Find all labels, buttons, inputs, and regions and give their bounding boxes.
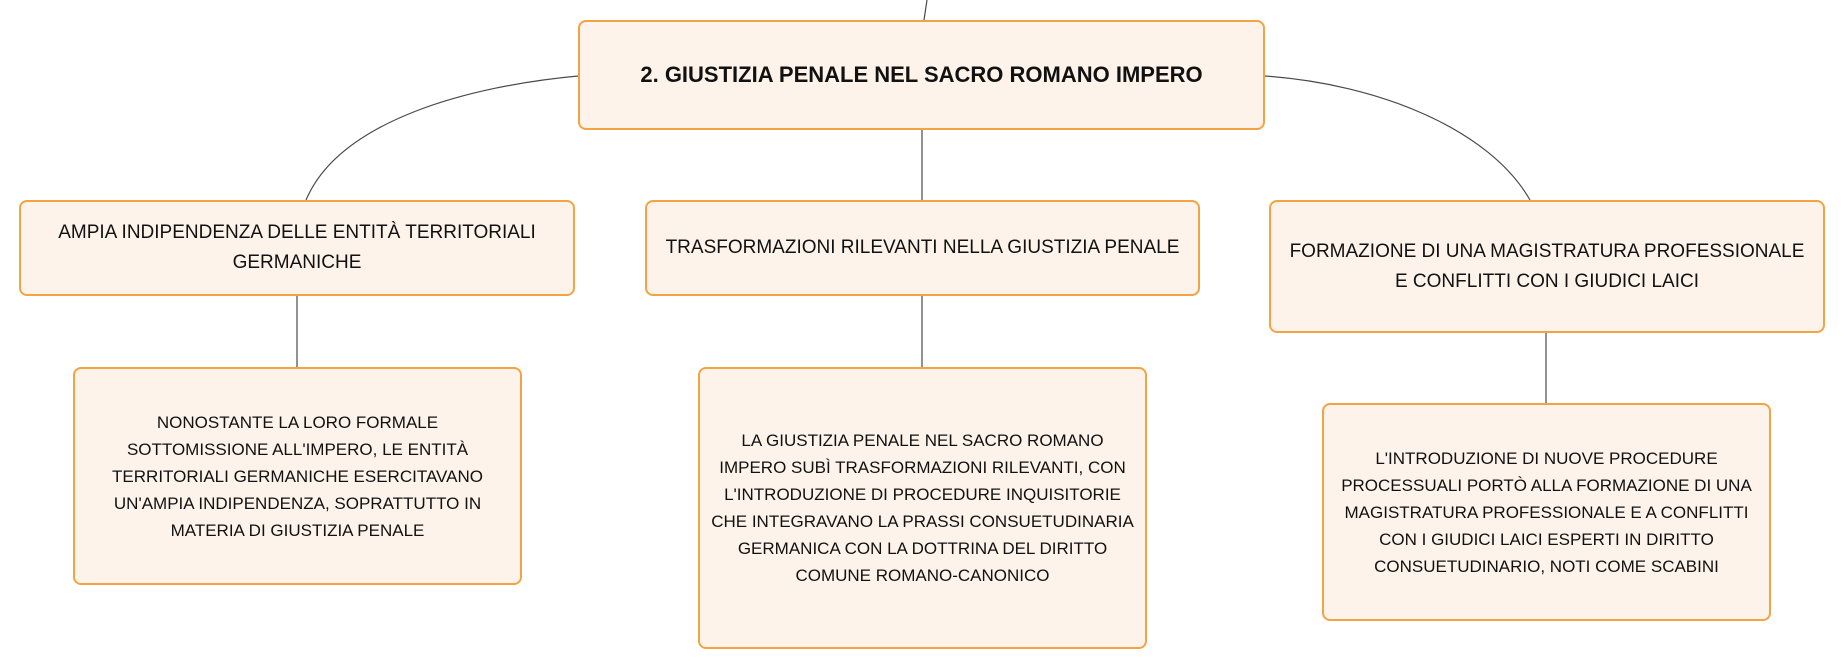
branch-title: FORMAZIONE DI UNA MAGISTRATURA PROFESSIONALE E CONFLITTI CON I GIUDICI LAICI bbox=[1289, 240, 1805, 292]
detail-text: LA GIUSTIZIA PENALE NEL SACRO ROMANO IMPERO SUBÌ TRASFORMAZIONI RILEVANTI, CON L'INTRODUZIONE DI PROCEDURE INQUISITORIE CHE INTEGRAVANO LA PRASSI CONSUETUDINARIA GERMANICA CON LA DOTTRINA DEL DIRITTO COMUNE ROMANO-CANONICO bbox=[711, 431, 1134, 585]
branch-node-magistracy[interactable] bbox=[1269, 200, 1825, 333]
branch-node-independence[interactable] bbox=[19, 200, 575, 296]
connector-root-to-branch-1 bbox=[306, 76, 578, 200]
connector-root-to-branch-3 bbox=[1265, 76, 1530, 200]
detail-node-independence[interactable] bbox=[73, 367, 522, 585]
detail-text: NONOSTANTE LA LORO FORMALE SOTTOMISSIONE ALL'IMPERO, LE ENTITÀ TERRITORIALI GERMANICHE ESERCITAVANO UN'AMPIA INDIPENDENZA, SOPRATTUTTO IN MATERIA DI GIUSTIZIA PENALE bbox=[112, 412, 483, 540]
branch-node-transformations[interactable] bbox=[645, 200, 1200, 296]
root-topic-node[interactable] bbox=[578, 20, 1265, 130]
detail-node-magistracy[interactable] bbox=[1322, 403, 1771, 621]
root-topic-title: 2. GIUSTIZIA PENALE NEL SACRO ROMANO IMPERO bbox=[640, 62, 1203, 87]
connector-parent-to-root bbox=[924, 0, 927, 20]
branch-title: AMPIA INDIPENDENZA DELLE ENTITÀ TERRITORIALI GERMANICHE bbox=[58, 222, 536, 273]
branch-title: TRASFORMAZIONI RILEVANTI NELLA GIUSTIZIA PENALE bbox=[665, 237, 1180, 258]
detail-text: L'INTRODUZIONE DI NUOVE PROCEDURE PROCESSUALI PORTÒ ALLA FORMAZIONE DI UNA MAGISTRATURA PROFESSIONALE E A CONFLITTI CON I GIUDICI LAICI ESPERTI IN DIRITTO CONSUETUDINARIO, NOTI COME SCABINI bbox=[1341, 448, 1752, 576]
detail-node-transformations[interactable] bbox=[698, 367, 1147, 649]
